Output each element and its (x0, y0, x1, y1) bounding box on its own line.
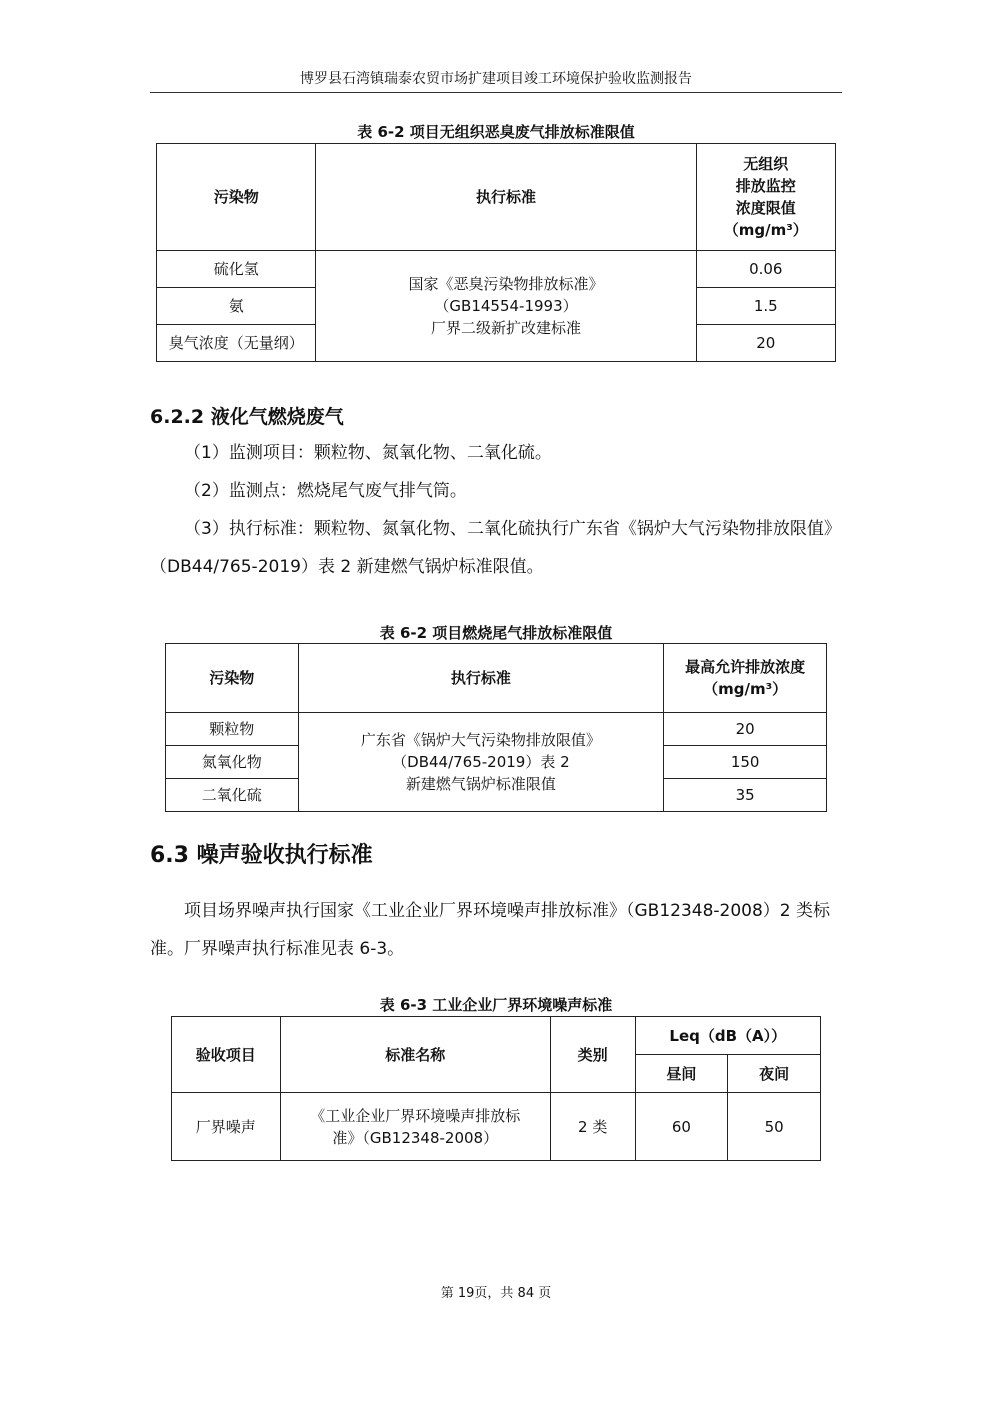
pollutant-cell: 颗粒物 (166, 713, 299, 746)
standard-cell: 国家《恶臭污染物排放标准》 （GB14554-1993） 厂界二级新扩改建标准 (316, 251, 696, 362)
value-cell: 1.5 (696, 288, 835, 325)
header-category: 类别 (550, 1017, 635, 1093)
header-item: 验收项目 (172, 1017, 281, 1093)
header-limit: 最高允许排放浓度 （mg/m³） (664, 644, 827, 713)
pollutant-cell: 氮氧化物 (166, 746, 299, 779)
table-caption: 表 6-2 项目无组织恶臭废气排放标准限值 (357, 123, 635, 141)
header-standard: 执行标准 (298, 644, 664, 713)
pollutant-cell: 臭气浓度（无量纲） (157, 325, 316, 362)
header-pollutant: 污染物 (166, 644, 299, 713)
value-cell: 0.06 (696, 251, 835, 288)
value-cell: 150 (664, 746, 827, 779)
value-cell: 35 (664, 779, 827, 812)
night-cell: 50 (728, 1093, 821, 1161)
section-body: （1）监测项目：颗粒物、氮氧化物、二氧化硫。 （2）监测点：燃烧尾气废气排气筒。 （3）执行标准：颗粒物、氮氧化物、二氧化硫执行广东省《锅炉大气污染物排放限值》（DB44/765-2019）表 2 新建燃气锅炉标准限值。 (150, 443, 841, 577)
section-heading: 6.2.2 液化气燃烧废气 (150, 406, 344, 428)
noise-standard-table (171, 1016, 821, 1161)
table-row (172, 1093, 821, 1161)
pollutant-cell: 硫化氢 (157, 251, 316, 288)
section-heading: 6.3 噪声验收执行标准 (150, 843, 373, 868)
standard-cell: 广东省《锅炉大气污染物排放限值》 （DB44/765-2019）表 2 新建燃气锅炉标准限值 (298, 713, 664, 812)
day-cell: 60 (635, 1093, 728, 1161)
table-row (166, 713, 827, 746)
header-leq: Leq（dB（A）） (635, 1017, 820, 1055)
item-cell: 厂界噪声 (172, 1093, 281, 1161)
page-header: 博罗县石湾镇瑞泰农贸市场扩建项目竣工环境保护验收监测报告 (150, 66, 842, 93)
pollutant-cell: 氨 (157, 288, 316, 325)
header-day: 昼间 (635, 1055, 728, 1093)
page-number: 第 19页，共 84 页 (440, 1286, 552, 1301)
section-body: 项目场界噪声执行国家《工业企业厂界环境噪声排放标准》（GB12348-2008）2 类标准。厂界噪声执行标准见表 6-3。 (150, 901, 831, 959)
table-caption: 表 6-3 工业企业厂界环境噪声标准 (379, 996, 613, 1014)
value-cell: 20 (696, 325, 835, 362)
combustion-emission-table (165, 643, 827, 812)
header-night: 夜间 (728, 1055, 821, 1093)
header-standard-name: 标准名称 (280, 1017, 550, 1093)
pollutant-cell: 二氧化硫 (166, 779, 299, 812)
header-limit: 无组织 排放监控 浓度限值 （mg/m³） (696, 144, 835, 251)
odor-emission-table (156, 143, 836, 362)
category-cell: 2 类 (550, 1093, 635, 1161)
header-pollutant: 污染物 (157, 144, 316, 251)
standard-name-cell: 《工业企业厂界环境噪声排放标 准》（GB12348-2008） (280, 1093, 550, 1161)
header-standard: 执行标准 (316, 144, 696, 251)
value-cell: 20 (664, 713, 827, 746)
table-caption: 表 6-2 项目燃烧尾气排放标准限值 (379, 624, 613, 642)
table-row (157, 251, 836, 288)
